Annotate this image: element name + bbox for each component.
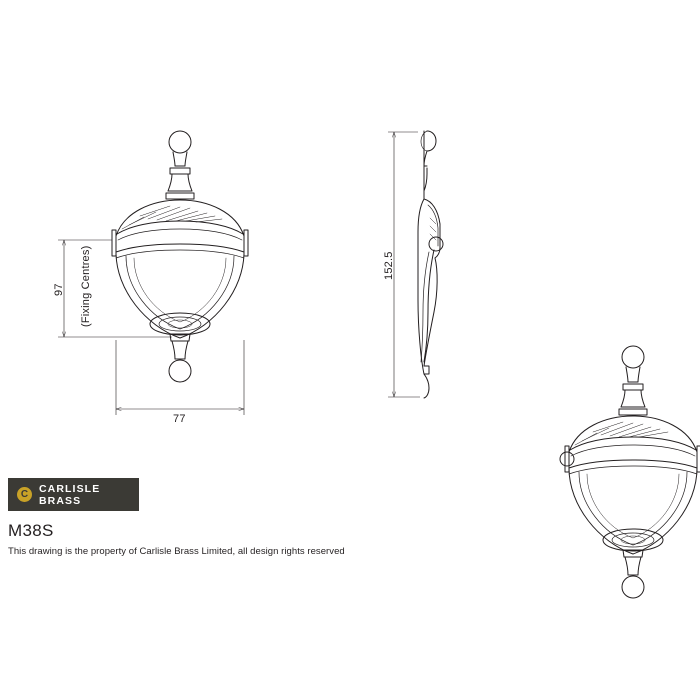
perspective-view xyxy=(560,346,700,598)
product-code-label: M38S xyxy=(8,521,54,540)
brand-logo-block xyxy=(8,478,139,511)
dimension-label-height: 152.5 xyxy=(383,251,395,280)
dimension-label-fixing-centres-note: (Fixing Centres) xyxy=(80,245,92,327)
dimension-label-fixing-centres-value: 97 xyxy=(53,283,65,296)
carlisle-brass-logo-icon: C xyxy=(17,487,32,502)
brand-name-label: CARLISLE BRASS xyxy=(39,482,101,507)
side-elevation-view xyxy=(418,131,443,398)
dimension-label-width: 77 xyxy=(173,413,186,425)
copyright-note: This drawing is the property of Carlisle Brass Limited, all design rights reserved xyxy=(8,546,345,557)
front-elevation-view xyxy=(112,131,248,382)
